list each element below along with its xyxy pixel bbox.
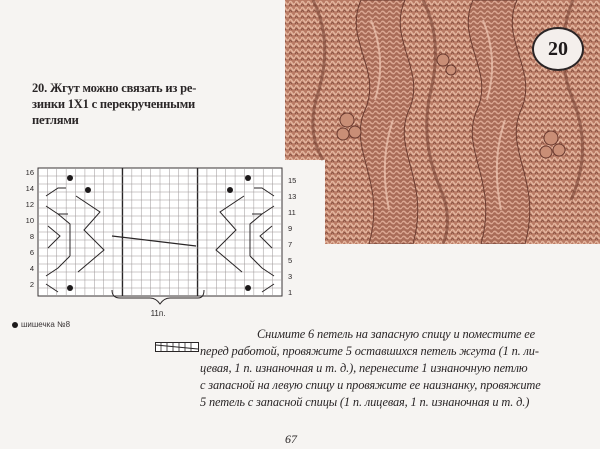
row-number-right: 15	[288, 176, 297, 186]
row-number-left: 6	[29, 248, 34, 258]
row-number-right: 3	[288, 272, 293, 282]
instructions-text	[200, 326, 592, 411]
instruction-line: Снимите 6 петель на запасную спицу и поместите ее	[257, 327, 536, 341]
row-number-left: 16	[25, 168, 34, 178]
row-number-left: 12	[25, 200, 34, 210]
knitting-chart	[8, 160, 312, 320]
title-line: 20. Жгут можно связать из ре-	[32, 81, 197, 95]
pattern-number-badge: 20	[532, 27, 584, 71]
row-number-left: 8	[29, 232, 34, 242]
row-number-right: 11	[288, 208, 296, 218]
instruction-line: с запасной на левую спицу и провяжите ее наизнанку, провяжите	[200, 378, 541, 392]
row-number-right: 7	[288, 240, 293, 250]
instruction-line: 5 петель с запасной спицы (1 п. лицевая, 1 п. изнаночная и т. д.)	[200, 395, 530, 409]
row-number-left: 14	[25, 184, 34, 194]
row-number-right: 9	[288, 224, 293, 234]
title-line: петлями	[32, 113, 79, 127]
title-line: зинки 1Х1 с перекрученными	[32, 97, 196, 111]
instruction-line: перед работой, провяжите 5 оставшихся петель жгута (1 п. ли-	[200, 344, 539, 358]
bobble-legend-icon	[12, 322, 18, 328]
row-number-left: 2	[29, 280, 34, 290]
row-number-left: 10	[25, 216, 34, 226]
row-number-right: 5	[288, 256, 293, 266]
legend-text: шишечка №8	[21, 320, 71, 329]
chart-legend	[12, 320, 70, 329]
row-number-left: 4	[29, 264, 34, 274]
cable-cross-symbol	[155, 342, 199, 352]
row-number-right: 13	[288, 192, 297, 202]
row-number-right: 1	[288, 288, 293, 298]
instruction-line: цевая, 1 п. изнаночная и т. д.), перенесите 1 изнаночную петлю	[200, 361, 528, 375]
pattern-title	[32, 80, 202, 128]
chart-grid	[38, 168, 282, 296]
stitch-count-label: 11п.	[150, 309, 166, 318]
page-number: 67	[285, 432, 297, 446]
